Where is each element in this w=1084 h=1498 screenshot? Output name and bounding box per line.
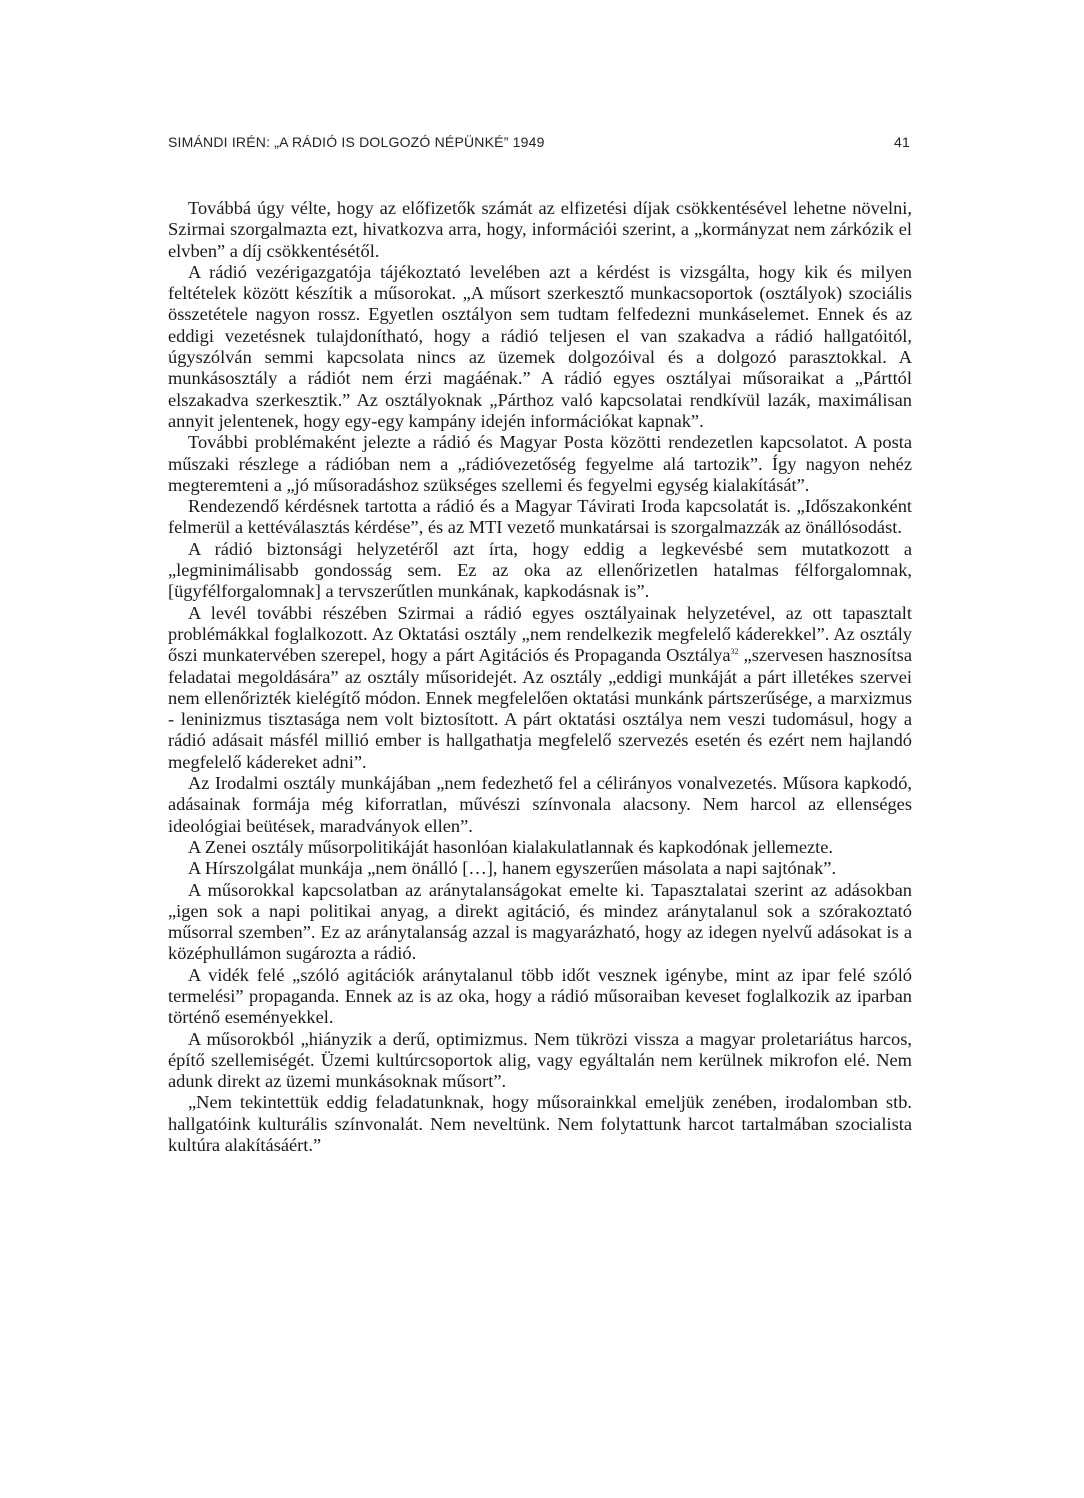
paragraph: A Hírszolgálat munkája „nem önálló […], hanem egyszerűen másolata a napi sajtónak”. [188, 858, 837, 879]
paragraph-part: „szervesen hasznosítsa feladatai megoldására” az osztály műsoridejét. Az osztály „eddigi munkáját a párt illetékes szervei nem ellenőrizték kielégítő módon. Ennek megfelelően oktatási munkánk pártszerűsége, a marxizmus - leninizmus tisztasága nem volt biztosított. A párt oktatási osztálya nem veszi tudomásul, hogy a rádió adásait másfél millió ember is hallgathatja megfelelő szervezés esetén és ezért nem hajlandó megfelelő kádereket adni”. [168, 645, 912, 772]
paragraph: A műsorokkal kapcsolatban az aránytalanságokat emelte ki. Tapasztalatai szerint az adásokban „igen sok a napi politikai anyag, a direkt agitáció, és mindez aránytalanul sok a szórakoztató műsorral szemben”. Ez az aránytalanság azzal is magyarázható, hogy az idegen nyelvű adásokat is a középhullámon sugározta a rádió. [168, 879, 912, 964]
paragraph-part: A levél további részében Szirmai a rádió egyes osztályainak helyzetével, az ott tapasztalt problémákkal foglalkozott. Az Oktatási osztály „nem rendelkezik megfelelő káderekkel”. Az osztály őszi munkatervében szerepel, hogy a párt Agitációs és Propaganda Osztálya [168, 602, 912, 666]
paragraph: Az Irodalmi osztály munkájában „nem fedezhető fel a célirányos vonalvezetés. Műsora kapkodó, adásainak formája még kiforratlan, művészi színvonala alacsony. Nem harcol az ellenséges ideológiai beütések, maradványok ellen”. [168, 773, 912, 836]
page-number: 41 [894, 134, 910, 150]
paragraph: A Zenei osztály műsorpolitikáját hasonlóan kialakulatlannak és kapkodónak jellemezte. [188, 836, 834, 857]
paragraph: További problémaként jelezte a rádió és Magyar Posta közötti rendezetlen kapcsolatot. A posta műszaki részlege a rádióban nem a „rádióvezetőség fegyelme alá tartozik”. Így nagyon nehéz megteremteni a „jó műsoradáshoz szükséges szellemi és fegyelmi egység kialakítását”. [168, 432, 912, 495]
paragraph: A vidék felé „szóló agitációk aránytalanul több időt vesznek igénybe, mint az ipar felé szóló termelési” propaganda. Ennek az is az oka, hogy a rádió műsoraiban keveset foglalkozik az iparban történő eseményekkel. [168, 964, 912, 1028]
running-title: SIMÁNDI IRÉN: „A RÁDIÓ IS DOLGOZÓ NÉPÜNKÉ” 1949 [168, 134, 545, 150]
paragraph: Rendezendő kérdésnek tartotta a rádió és a Magyar Távirati Iroda kapcsolatát is. „Időszakonként felmerül a kettéválasztás kérdése”, és az MTI vezető munkatársai is szorgalmazzák az önállósodást. [168, 496, 912, 538]
footnote-reference: 32 [730, 647, 739, 657]
paragraph: „Nem tekintettük eddig feladatunknak, hogy műsorainkkal emeljük zenében, irodalomban stb. hallgatóink kulturális színvonalát. Nem neveltünk. Nem folytattunk harcot tartalmában szocialista kultúra alakításáért.” [168, 1092, 912, 1156]
paragraph [168, 603, 912, 773]
paragraph: A rádió vezérigazgatója tájékoztató levelében azt a kérdést is vizsgálta, hogy kik és milyen feltételek között készítik a műsorokat. „A műsort szerkesztő munkacsoportok (osztályok) szociális összetétele nagyon rossz. Egyetlen osztályon sem tudtam felfedezni munkáselemet. Ennek és az eddigi vezetésnek tulajdonítható, hogy a rádió teljesen el van szakadva a rádió hallgatóitól, úgyszólván semmi kapcsolata nincs az üzemek dolgozóival és a dolgozó parasztokkal. A munkásosztály a rádiót nem érzi magáénak.” A rádió egyes osztályai műsoraikat a „Párttól elszakadva szerkesztik.” Az osztályoknak „Párthoz való kapcsolatai rendkívül lazák, maximálisan annyit jelentenek, hogy egy-egy kampány idején információkat kapnak”. [168, 261, 912, 431]
body-text [168, 198, 912, 1156]
paragraph: A műsorokból „hiányzik a derű, optimizmus. Nem tükrözi vissza a magyar proletariátus harcos, építő szellemiségét. Üzemi kultúrcsoportok alig, vagy egyáltalán nem kerülnek mikrofon elé. Nem adunk direkt az üzemi munkásoknak műsort”. [168, 1028, 912, 1092]
paragraph: A rádió biztonsági helyzetéről azt írta, hogy eddig a legkevésbé sem mutatkozott a „legminimálisabb gondosság sem. Ez az oka az ellenőrizetlen hatalmas félforgalomnak, [ügyfélforgalomnak] a tervszerűtlen munkának, kapkodásnak is”. [168, 538, 912, 602]
paragraph: Továbbá úgy vélte, hogy az előfizetők számát az elfizetési díjak csökkentésével lehetne növelni, Szirmai szorgalmazta ezt, hivatkozva arra, hogy, információi szerint, a „kormányzat nem zárkózik el elvben” a díj csökkentésétől. [168, 198, 912, 261]
